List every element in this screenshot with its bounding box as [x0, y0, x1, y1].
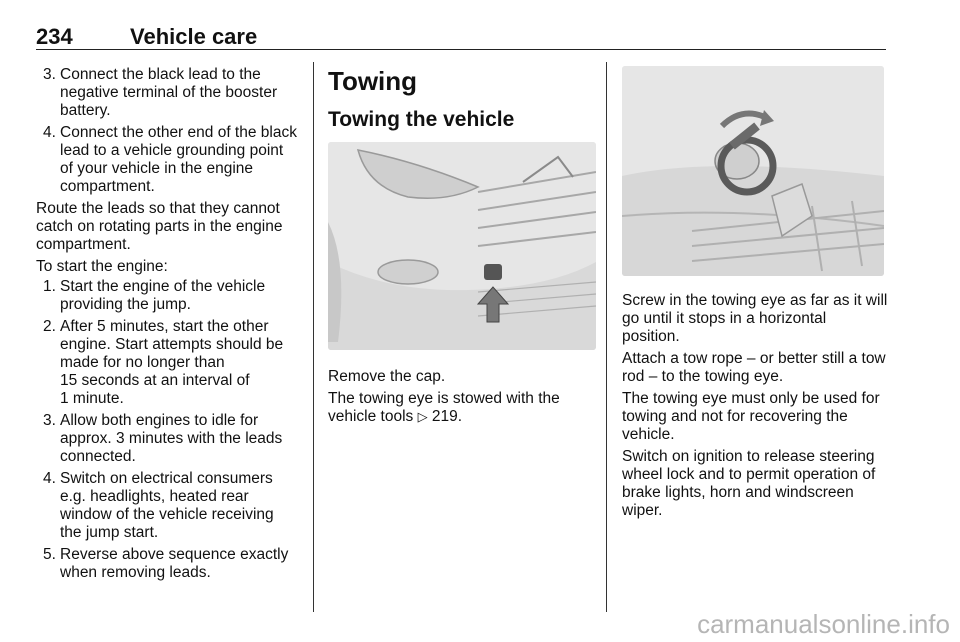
start-steps-list: [36, 278, 302, 582]
paragraph-towing-only: The towing eye must only be used for towing and not for recovering the vehicle.: [622, 390, 880, 443]
column-middle: [328, 66, 596, 430]
paragraph-tow-rope: Attach a tow rope – or better still a tow rod – to the towing eye.: [622, 350, 886, 385]
page-number: 234: [36, 24, 73, 49]
list-item: 2. After 5 minutes, start the other engine. Start attempts should be made for no longer than 15 seconds at an interval of 1 minute.: [43, 318, 284, 407]
list-item: 1. Start the engine of the vehicle providing the jump.: [43, 278, 266, 313]
list-item: 4. Switch on electrical consumers e.g. headlights, heated rear window of the vehicle receiving the jump start.: [43, 470, 274, 541]
page-ref-link[interactable]: 219.: [431, 408, 463, 425]
column-divider: [606, 62, 607, 612]
route-paragraph: Route the leads so that they cannot catch on rotating parts in the engine compartment.: [36, 200, 283, 253]
chapter-title: Vehicle care: [130, 24, 258, 49]
start-intro: To start the engine:: [36, 258, 168, 275]
list-item: 5. Reverse above sequence exactly when removing leads.: [43, 546, 289, 581]
column-divider: [313, 62, 314, 612]
column-right: [622, 66, 888, 524]
list-item: 4. Connect the other end of the black lead to a vehicle grounding point of your vehicle in the engine compartment.: [43, 124, 297, 195]
car-front-bumper-illustration: [328, 142, 596, 350]
towing-eye-location-text: The towing eye is stowed with the vehicle tools ▷ 219.: [328, 390, 560, 425]
towing-eye-illustration: [622, 66, 884, 276]
list-item: 3. Allow both engines to idle for approx. 3 minutes with the leads connected.: [43, 412, 283, 465]
jump-steps-list: [36, 66, 302, 196]
page-ref-icon: ▷: [417, 409, 428, 424]
remove-cap-text: Remove the cap.: [328, 368, 446, 385]
paragraph-ignition: Switch on ignition to release steering wheel lock and to permit operation of brake lights, horn and windscreen wiper.: [622, 448, 876, 519]
list-item: 3. Connect the black lead to the negative terminal of the booster battery.: [43, 66, 278, 119]
page-header: [36, 22, 886, 50]
column-left: [36, 66, 302, 586]
section-title: Towing: [328, 66, 418, 96]
subsection-title: Towing the vehicle: [328, 108, 515, 131]
watermark: carmanualsonline.info: [697, 609, 950, 639]
paragraph-screw-in: Screw in the towing eye as far as it will go until it stops in a horizontal position.: [622, 292, 888, 345]
